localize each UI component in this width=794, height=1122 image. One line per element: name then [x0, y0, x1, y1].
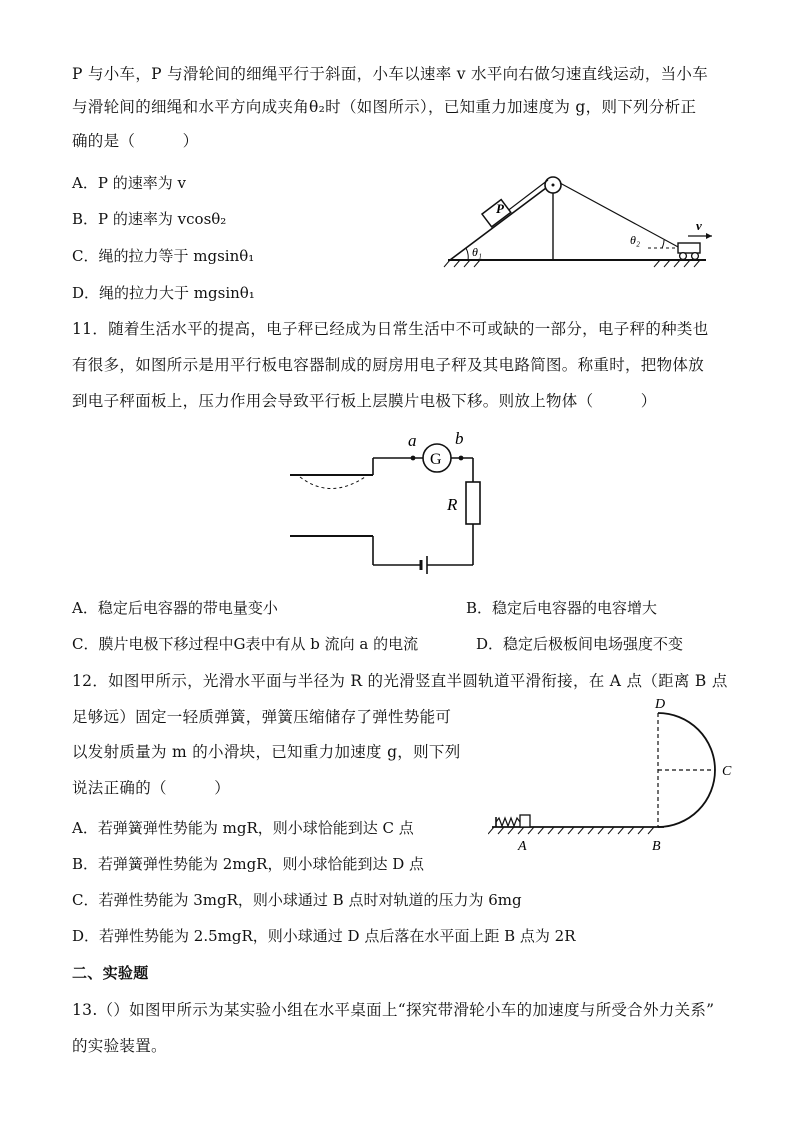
rope-right	[560, 183, 680, 248]
q11-option-b[interactable]	[466, 597, 657, 619]
option-text: 稳定后极板间电场强度不变	[503, 635, 684, 653]
velocity-arrow-head	[706, 233, 712, 239]
option-text: 绳的拉力等于 mgsinθ₁	[98, 247, 255, 265]
q12-option-a[interactable]	[72, 817, 414, 839]
node-a	[411, 456, 416, 461]
cart-wheel-left	[680, 253, 687, 260]
option-text: 若弹性势能为 2.5mgR，则小球通过 D 点后落在水平面上距 B 点为 2R	[99, 927, 576, 945]
option-text: 若弹簧弹性势能为 mgR，则小球恰能到达 C 点	[97, 819, 414, 837]
q12-line-4: 说法正确的（ ）	[72, 779, 231, 797]
incline-diagram	[440, 170, 730, 270]
q12-line-1: 12．如图甲所示，光滑水平面与半径为 R 的光滑竖直半圆轨道平滑衔接，在 A 点（距离 B 点	[72, 672, 728, 690]
q12-option-b[interactable]	[72, 853, 424, 875]
node-a-label: a	[408, 431, 417, 450]
q10-incline-figure	[440, 170, 730, 270]
cart-body	[678, 243, 700, 253]
q10-line-2: 与滑轮间的细绳和水平方向成夹角θ₂时（如图所示），已知重力加速度为 g，则下列分析正	[72, 98, 697, 116]
surface-hatching	[488, 827, 654, 834]
option-label: B．	[72, 855, 99, 873]
angle2-label: θ₂	[630, 233, 641, 247]
q11-line-2: 有很多，如图所示是用平行板电容器制成的厨房用电子秤及其电路简图。称重时，把物体放	[72, 356, 705, 374]
option-label: C．	[72, 247, 99, 265]
q11-line-1: 11．随着生活水平的提高，电子秤已经成为日常生活中不可或缺的一部分，电子秤的种类也	[72, 320, 709, 338]
option-text: 绳的拉力大于 mgsinθ₁	[99, 284, 255, 302]
q12-option-c[interactable]	[72, 889, 522, 911]
cart-wheel-right	[692, 253, 699, 260]
angle1-label: θ₁	[472, 245, 483, 259]
circuit-diagram	[285, 420, 495, 585]
q12-option-d[interactable]	[72, 925, 576, 947]
option-label: D．	[72, 284, 100, 302]
option-label: B．	[72, 210, 99, 228]
option-text: P 的速率为 vcosθ₂	[98, 210, 227, 228]
option-label: A．	[72, 819, 98, 837]
node-b-label: b	[455, 429, 464, 448]
q10-option-c[interactable]	[72, 245, 254, 267]
q10-option-b[interactable]	[72, 208, 226, 230]
ground-hatching	[444, 260, 700, 267]
option-label: B．	[466, 599, 493, 617]
q10-line-3: 确的是（ ）	[72, 132, 199, 150]
option-label: C．	[72, 635, 99, 653]
spring	[496, 818, 520, 826]
track-diagram	[488, 695, 748, 860]
slider-block	[520, 815, 530, 827]
option-label: D．	[72, 927, 100, 945]
pulley-axle	[552, 184, 555, 187]
resistor	[466, 482, 480, 524]
q11-option-c[interactable]	[72, 633, 418, 655]
option-text: 若弹簧弹性势能为 2mgR，则小球恰能到达 D 点	[98, 855, 425, 873]
option-text: 若弹性势能为 3mgR，则小球通过 B 点时对轨道的压力为 6mg	[98, 891, 522, 909]
galvanometer-label: G	[430, 451, 442, 468]
q11-circuit-figure	[285, 420, 495, 585]
angle1-arc	[466, 248, 468, 260]
q10-option-a[interactable]	[72, 172, 186, 194]
section-heading: 二、实验题	[72, 964, 149, 982]
q13-line-2: 的实验装置。	[72, 1037, 167, 1055]
option-text: P 的速率为 v	[97, 174, 186, 192]
angle2-arc	[662, 240, 664, 248]
membrane-deflection	[300, 477, 365, 489]
q10-line-1: P 与小车，P 与滑轮间的细绳平行于斜面，小车以速率 v 水平向右做匀速直线运动，当小车	[72, 65, 709, 83]
rope-left	[506, 180, 548, 212]
velocity-label: v	[696, 218, 702, 233]
q11-option-a[interactable]	[72, 597, 278, 619]
incline-surface	[450, 185, 550, 260]
q10-option-d[interactable]	[72, 282, 255, 304]
q11-line-3: 到电子秤面板上，压力作用会导致平行板上层膜片电极下移。则放上物体（ ）	[72, 392, 657, 410]
q11-option-d[interactable]	[476, 633, 683, 655]
point-c-label: C	[722, 764, 732, 779]
option-label: A．	[72, 599, 98, 617]
option-text: 稳定后电容器的带电量变小	[97, 599, 278, 617]
q12-line-3: 以发射质量为 m 的小滑块，已知重力加速度 g，则下列	[72, 743, 461, 761]
point-a-label: A	[518, 839, 527, 854]
resistor-label: R	[447, 495, 458, 514]
point-d-label: D	[655, 697, 666, 712]
point-b-label: B	[652, 839, 661, 854]
q12-track-figure	[488, 695, 748, 860]
option-text: 稳定后电容器的电容增大	[492, 599, 658, 617]
q12-line-2: 足够远）固定一轻质弹簧，弹簧压缩储存了弹性势能可	[72, 708, 452, 726]
option-label: A．	[72, 174, 98, 192]
q13-line-1: 13.（）如图甲所示为某实验小组在水平桌面上“探究带滑轮小车的加速度与所受合外力关系”	[72, 1001, 715, 1019]
block-p-label: P	[496, 201, 504, 216]
option-label: D．	[476, 635, 504, 653]
option-label: C．	[72, 891, 99, 909]
option-text: 膜片电极下移过程中G表中有从 b 流向 a 的电流	[98, 635, 419, 653]
